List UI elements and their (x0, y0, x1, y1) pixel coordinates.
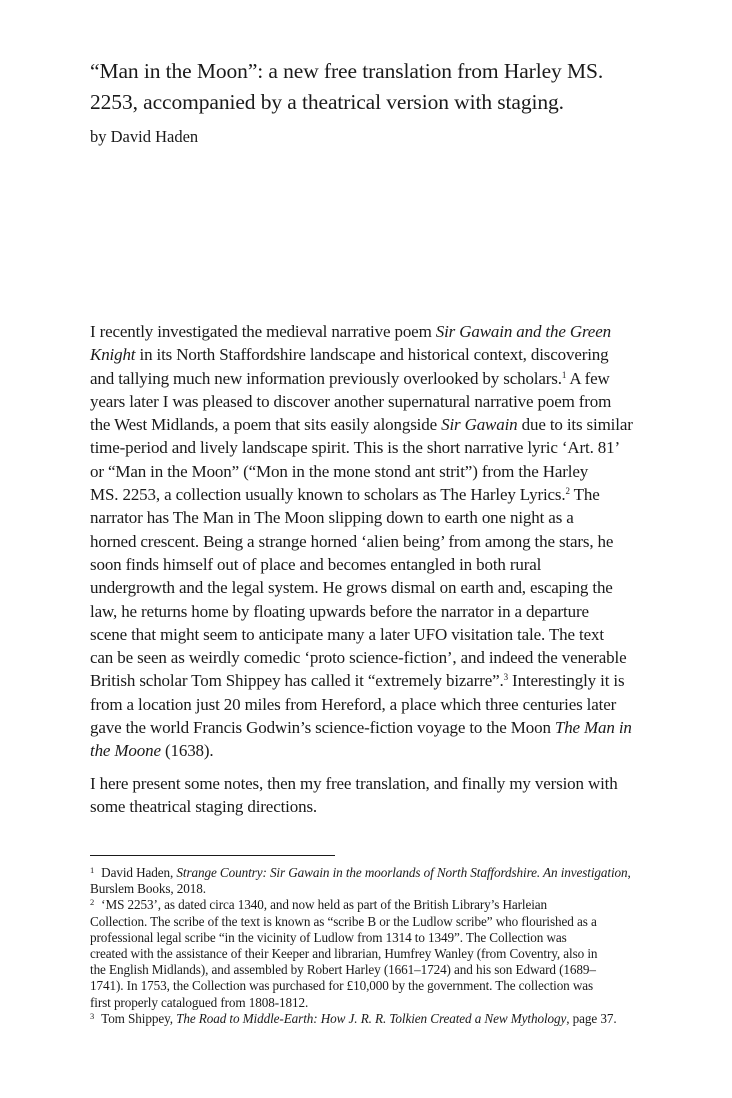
text-line: soon finds himself out of place and becomes entangled in both rural (90, 554, 542, 574)
text-line: I here present some notes, then my free translation, and finally my version with (90, 773, 618, 793)
text-line: or “Man in the Moon” (“Mon in the mone stond ant strit”) from the Harley (90, 461, 589, 481)
text-line: can be seen as weirdly comedic ‘proto science-fiction’, and indeed the venerable (90, 648, 627, 668)
text-line (90, 739, 730, 762)
italic-title: the Moone (90, 741, 161, 761)
footnote-ref-3[interactable]: 3 (503, 672, 508, 683)
text: due to its similar (517, 415, 633, 435)
italic-title: Strange Country: Sir Gawain in the moorlands of North Staffordshire. An investigation (176, 865, 628, 880)
text-line: scene that might seem to anticipate many a later UFO visitation tale. The text (90, 624, 604, 644)
text: MS. 2253, a collection usually known to scholars as The Harley Lyrics. (90, 485, 566, 505)
italic-title: The Man in (554, 718, 632, 738)
text-line: horned crescent. Being a strange horned ‘alien being’ from among the stars, he (90, 531, 614, 551)
text-line: created with the assistance of their Keeper and librarian, Humfrey Wanley (from Coventry, also in (90, 946, 598, 962)
text-line: years later I was pleased to discover another supernatural narrative poem from (90, 391, 612, 411)
text: (1638). (160, 741, 214, 761)
paragraph-intro (90, 320, 730, 763)
footnote-number: 3 (90, 1010, 95, 1021)
footnotes (90, 865, 710, 1027)
text-line: 1741). In 1753, the Collection was purchased for £10,000 by the government. The collection was (90, 978, 594, 994)
text-line: undergrowth and the legal system. He grows dismal on earth and, escaping the (90, 578, 613, 598)
text-line: first properly catalogued from 1808-1812. (90, 994, 309, 1010)
italic-title: Sir Gawain and the Green (435, 322, 611, 341)
footnote-separator (90, 855, 335, 856)
document-title (90, 56, 710, 118)
text: , (627, 865, 631, 880)
text: gave the world Francis Godwin’s science-fiction voyage to the Moon (90, 718, 555, 738)
text-line: narrator has The Man in The Moon slipping down to earth one night as a (90, 508, 574, 528)
italic-title: The Road to Middle-Earth: How J. R. R. Tolkien Created a New Mythology (176, 1010, 567, 1026)
text-line: some theatrical staging directions. (90, 796, 318, 816)
italic-title: Sir Gawain (441, 415, 518, 435)
paragraph-outline (90, 772, 730, 819)
text: David Haden, (101, 865, 177, 880)
title-line: 2253, accompanied by a theatrical version with staging. (90, 90, 564, 114)
footnote-ref-1[interactable]: 1 (561, 369, 567, 380)
italic-title: Knight (90, 345, 136, 365)
footnote-3 (90, 1011, 710, 1027)
text-line: from a location just 20 miles from Hereford, a place which three centuries later (90, 694, 617, 714)
text-line (90, 343, 730, 366)
text-line: law, he returns home by floating upwards before the narrator in a departure (90, 601, 589, 621)
byline: by David Haden (90, 127, 199, 146)
text-line (90, 716, 730, 739)
text: in its North Staffordshire landscape and historical context, discovering (135, 345, 609, 365)
text-line: Burslem Books, 2018. (90, 881, 206, 897)
footnote-number: 1 (90, 865, 95, 875)
text-line: Collection. The scribe of the text is known as “scribe B or the Ludlow scribe” who flourished as a (90, 913, 597, 929)
text: A few (566, 368, 610, 388)
text: I recently investigated the medieval narrative poem (90, 322, 436, 341)
footnote-ref-2[interactable]: 2 (565, 486, 570, 497)
text: the West Midlands, a poem that sits easily alongside (90, 415, 442, 435)
text: Tom Shippey, (101, 1010, 177, 1026)
text-line (90, 483, 730, 506)
text-line (90, 413, 730, 436)
text-line: the English Midlands), and assembled by Robert Harley (1661–1724) and his son Edward (1689– (90, 962, 596, 978)
text: , page 37. (566, 1010, 617, 1026)
text: ‘MS 2253’, as dated circa 1340, and now held as part of the British Library’s Harleian (101, 897, 548, 913)
footnote-number: 2 (90, 897, 95, 908)
footnote-1 (90, 865, 710, 897)
text: The (569, 485, 600, 505)
text-line (90, 320, 730, 343)
text-line: professional legal scribe “in the vicinity of Ludlow from 1314 to 1349”. The Collection was (90, 929, 567, 945)
text-line: time-period and lively landscape spirit. This is the short narrative lyric ‘Art. 81’ (90, 438, 620, 458)
text-line (90, 1011, 710, 1027)
text: Interestingly it is (507, 671, 625, 691)
text: and tallying much new information previously overlooked by scholars. (90, 368, 562, 388)
text: British scholar Tom Shippey has called it “extremely bizarre”. (90, 671, 504, 691)
text-line (90, 367, 730, 390)
text-line (90, 669, 730, 692)
footnote-2 (90, 897, 710, 1010)
title-line: “Man in the Moon”: a new free translation from Harley MS. (90, 59, 604, 83)
body-text (90, 320, 730, 818)
text-line (90, 865, 710, 881)
text-line (90, 897, 710, 913)
